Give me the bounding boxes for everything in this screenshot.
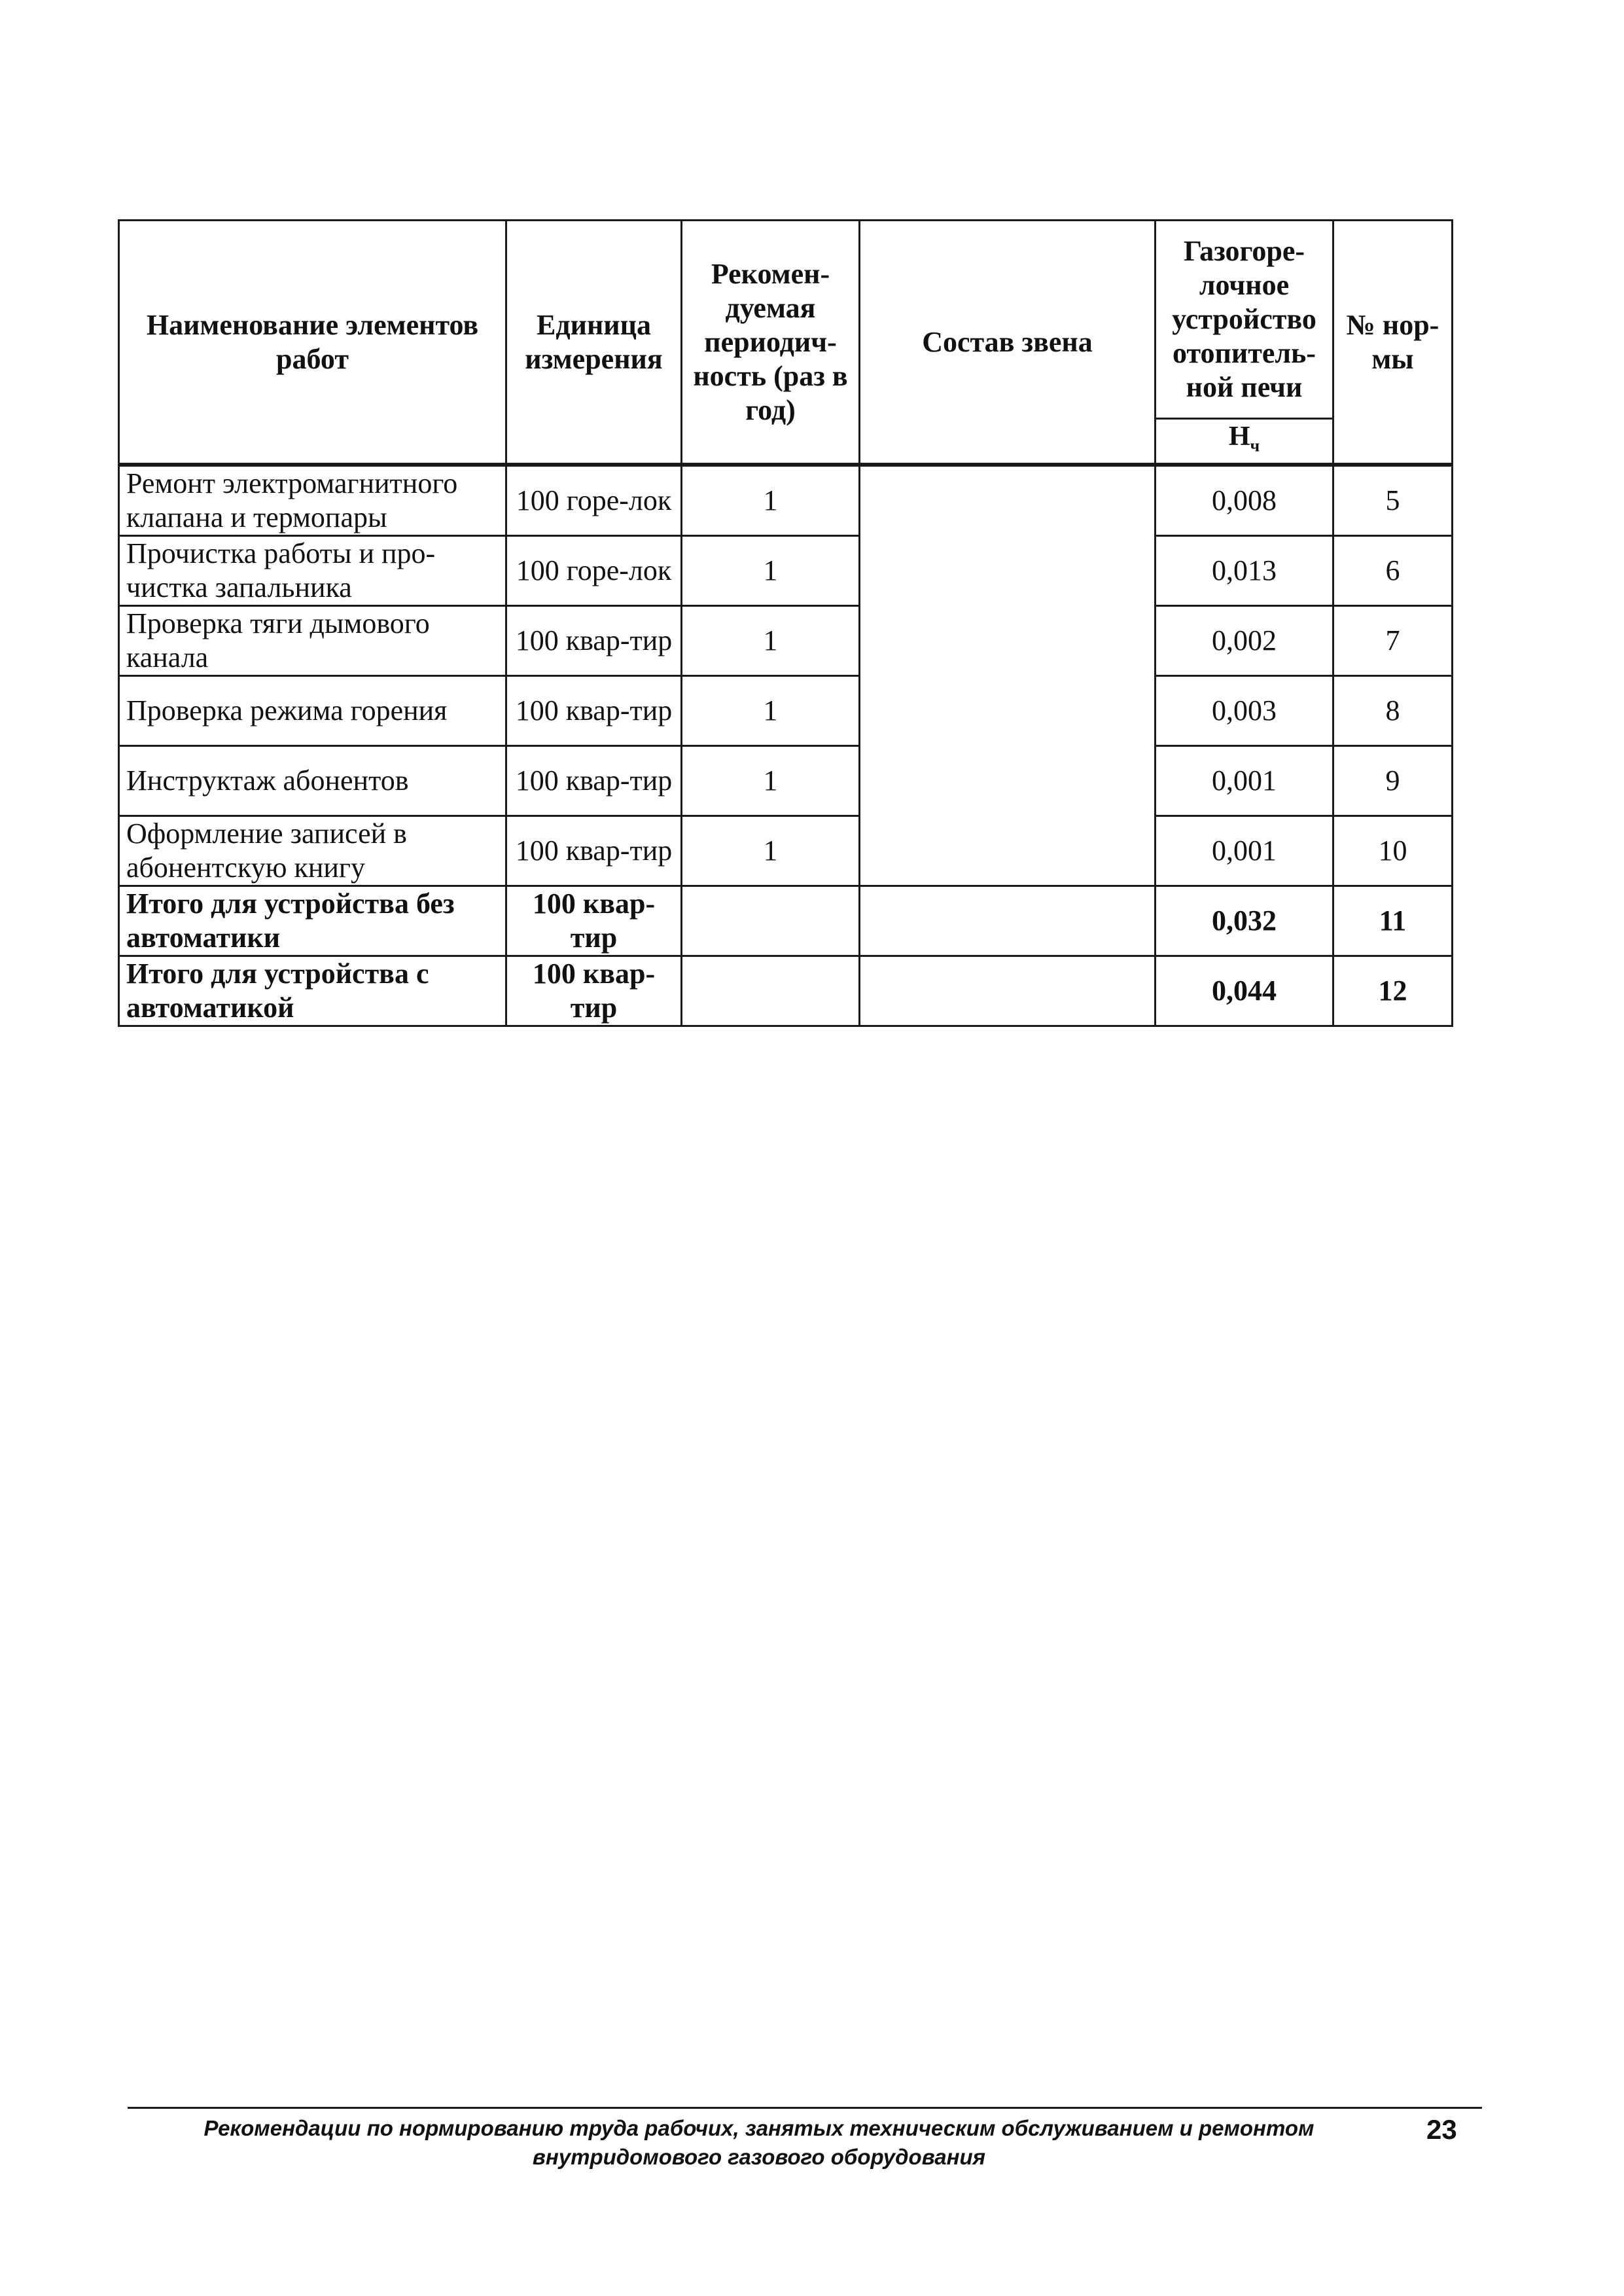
row-periodicity: 1 bbox=[682, 676, 860, 746]
total-row bbox=[119, 886, 1453, 956]
header-periodicity: Рекомен-дуемая периодич-ность (раз в год) bbox=[682, 221, 860, 465]
row-norm-number: 9 bbox=[1333, 746, 1453, 816]
row-norm-number: 10 bbox=[1333, 816, 1453, 886]
row-norm-number: 6 bbox=[1333, 536, 1453, 606]
row-value: 0,002 bbox=[1156, 606, 1333, 676]
row-name: Проверка тяги дымового канала bbox=[119, 606, 506, 676]
row-periodicity: 1 bbox=[682, 816, 860, 886]
table-body bbox=[119, 465, 1453, 1026]
total-unit: 100 квар-тир bbox=[506, 956, 682, 1026]
total-norm-number: 11 bbox=[1333, 886, 1453, 956]
row-name: Ремонт электромагнитного клапана и термопары bbox=[119, 465, 506, 536]
header-unit-hours-subscript: ч bbox=[1250, 436, 1260, 456]
table-row bbox=[119, 536, 1453, 606]
header-device: Газогоре-лочное устройство отопитель-ной печи bbox=[1156, 221, 1333, 419]
row-norm-number: 7 bbox=[1333, 606, 1453, 676]
row-name: Проверка режима горения bbox=[119, 676, 506, 746]
table-row bbox=[119, 465, 1453, 536]
row-unit: 100 квар-тир bbox=[506, 676, 682, 746]
footer-divider bbox=[128, 2107, 1482, 2109]
row-unit: 100 горе-лок bbox=[506, 536, 682, 606]
row-value: 0,001 bbox=[1156, 816, 1333, 886]
total-unit: 100 квар-тир bbox=[506, 886, 682, 956]
header-crew: Состав звена bbox=[860, 221, 1156, 465]
header-unit-hours-symbol: Н bbox=[1228, 422, 1250, 452]
row-name: Прочистка работы и про-чистка запальника bbox=[119, 536, 506, 606]
table-row bbox=[119, 746, 1453, 816]
footer-caption: Рекомендации по нормированию труда рабочих, занятых техническим обслуживанием и ремонтом внутридомового газового оборудования bbox=[203, 2116, 1315, 2169]
row-unit: 100 квар-тир bbox=[506, 606, 682, 676]
total-row bbox=[119, 956, 1453, 1026]
total-name: Итого для устройства с автоматикой bbox=[119, 956, 506, 1026]
row-value: 0,013 bbox=[1156, 536, 1333, 606]
table-row bbox=[119, 676, 1453, 746]
row-periodicity: 1 bbox=[682, 465, 860, 536]
total-value: 0,032 bbox=[1156, 886, 1333, 956]
total-value: 0,044 bbox=[1156, 956, 1333, 1026]
row-periodicity: 1 bbox=[682, 536, 860, 606]
total-norm-number: 12 bbox=[1333, 956, 1453, 1026]
table-header bbox=[119, 221, 1453, 465]
row-name: Оформление записей в абонентскую книгу bbox=[119, 816, 506, 886]
header-unit: Единица измерения bbox=[506, 221, 682, 465]
table-row bbox=[119, 816, 1453, 886]
total-name: Итого для устройства без автоматики bbox=[119, 886, 506, 956]
total-periodicity-empty bbox=[682, 886, 860, 956]
row-periodicity: 1 bbox=[682, 606, 860, 676]
total-periodicity-empty bbox=[682, 956, 860, 1026]
crew-cell bbox=[860, 465, 1156, 886]
row-value: 0,001 bbox=[1156, 746, 1333, 816]
total-crew-empty bbox=[860, 956, 1156, 1026]
total-crew-empty bbox=[860, 886, 1156, 956]
row-unit: 100 квар-тир bbox=[506, 746, 682, 816]
table-row bbox=[119, 606, 1453, 676]
row-unit: 100 горе-лок bbox=[506, 465, 682, 536]
norms-table bbox=[118, 219, 1453, 1027]
row-unit: 100 квар-тир bbox=[506, 816, 682, 886]
row-norm-number: 8 bbox=[1333, 676, 1453, 746]
row-periodicity: 1 bbox=[682, 746, 860, 816]
row-value: 0,003 bbox=[1156, 676, 1333, 746]
header-unit-hours bbox=[1156, 419, 1333, 465]
page-number: 23 bbox=[1426, 2114, 1457, 2145]
row-norm-number: 5 bbox=[1333, 465, 1453, 536]
norms-table-container bbox=[118, 219, 1451, 1027]
row-name: Инструктаж абонентов bbox=[119, 746, 506, 816]
header-norm-number: № нор-мы bbox=[1333, 221, 1453, 465]
header-name: Наименование элементов работ bbox=[119, 221, 506, 465]
row-value: 0,008 bbox=[1156, 465, 1333, 536]
